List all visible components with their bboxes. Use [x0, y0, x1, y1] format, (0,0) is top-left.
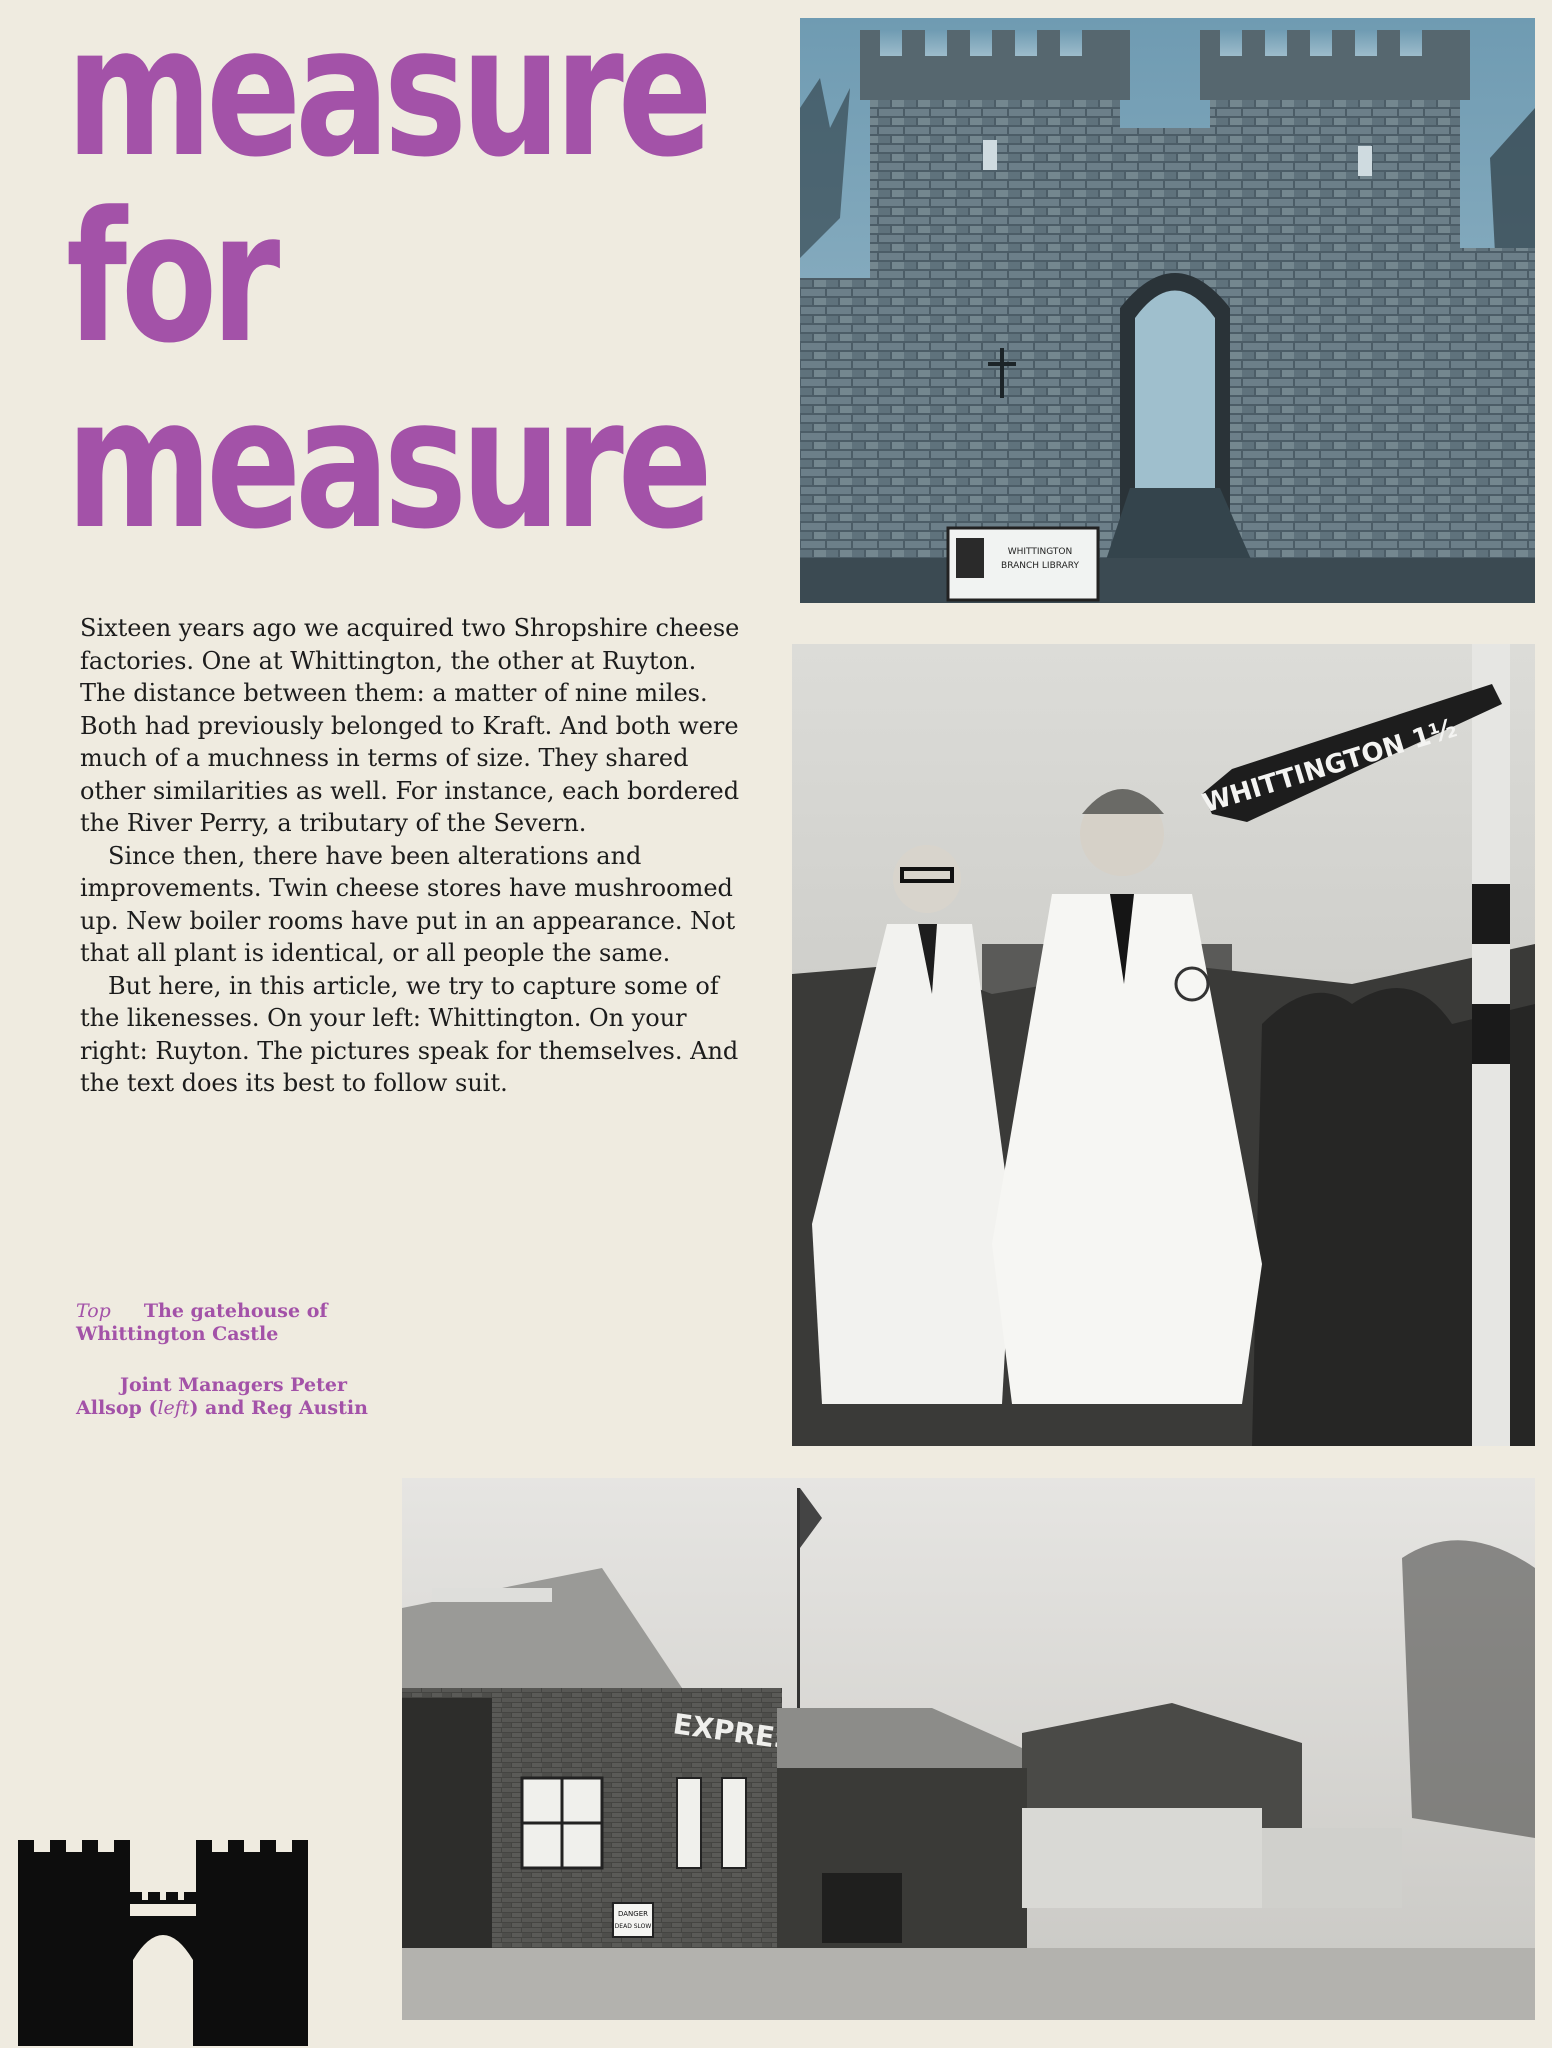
library-sign-line-2: BRANCH LIBRARY	[1001, 561, 1079, 571]
headline	[66, 0, 707, 569]
caption-top	[76, 1300, 376, 1346]
intro-paragraph-1: Sixteen years ago we acquired two Shropshire cheese factories. One at Whittington, the other at Ruyton. The distance between them: a matter of nine miles. Both had previously belonged to Kraft. And both were much of a muchness in terms of size. They shared other similarities as well. For instance, each bordered the River Perry, a tributary of the Severn.	[80, 614, 740, 837]
managers-illustration	[792, 644, 1535, 1446]
caption-top-label: Top	[76, 1300, 111, 1322]
danger-sign-line-1: DANGER	[617, 1910, 649, 1918]
photo-joint-managers	[792, 644, 1535, 1446]
headline-line-2: for	[66, 174, 275, 383]
signpost-text: WHITTINGTON 1½	[1198, 713, 1461, 820]
danger-sign-line-2: DEAD SLOW	[614, 1923, 652, 1930]
caption-managers-end: ) and Reg Austin	[189, 1397, 368, 1419]
dairy-building-sign: EXPRESS	[671, 1707, 816, 1760]
library-sign-line-1: WHITTINGTON	[1007, 547, 1073, 557]
intro-text	[80, 612, 740, 1100]
intro-paragraph-2: Since then, there have been alterations and improvements. Twin cheese stores have mushroomed up. New boiler rooms have put in an appearance. Not that all plant is identical, or all people the same.	[80, 841, 736, 967]
photo-express-dairy	[402, 1478, 1535, 2020]
castle-logo-icon	[18, 1840, 308, 2046]
caption-managers-italic: left	[157, 1397, 190, 1419]
photo-castle-gatehouse	[800, 18, 1535, 603]
caption-top-text: The gatehouse of Whittington Castle	[76, 1300, 328, 1345]
castle-illustration	[800, 18, 1535, 603]
dairy-illustration	[402, 1478, 1535, 2020]
intro-paragraph-3: But here, in this article, we try to capture some of the likenesses. On your left: Whittington. On your right: Ruyton. The pictures speak for themselves. And the text does its best to follow suit.	[80, 971, 739, 1097]
headline-line-3: measure	[66, 360, 707, 569]
caption-managers	[76, 1374, 376, 1420]
caption-managers-start: Joint Managers Peter Allsop (	[76, 1374, 347, 1419]
headline-line-1: measure	[66, 0, 707, 197]
